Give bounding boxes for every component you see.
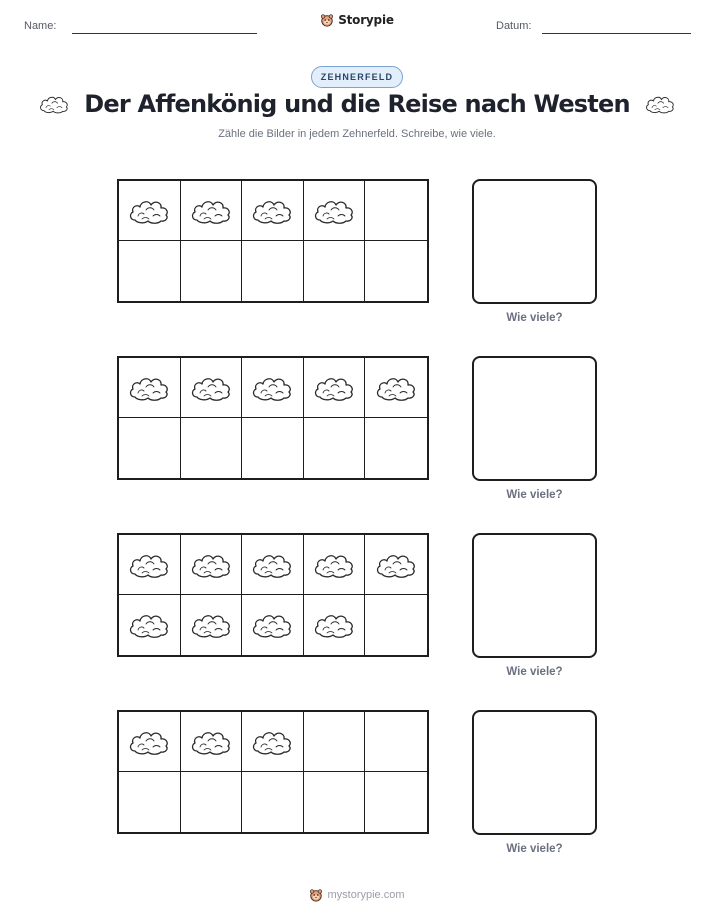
cloud-icon <box>312 195 356 227</box>
cloud-icon <box>189 549 233 581</box>
ten-frame-cell <box>242 358 304 418</box>
footer-url: mystorypie.com <box>327 889 405 901</box>
instructions: Zähle die Bilder in jedem Zehnerfeld. Schreibe, wie viele. <box>218 128 496 140</box>
ten-frame-cell <box>181 595 243 655</box>
storypie-mascot-icon <box>320 13 334 27</box>
cloud-icon <box>250 195 294 227</box>
ten-frame-cell <box>119 712 181 772</box>
ten-frame-cell <box>119 772 181 832</box>
cloud-icon <box>250 609 294 641</box>
ten-frame-cell <box>365 595 427 655</box>
how-many-label: Wie viele? <box>506 312 563 324</box>
ten-frame-cell <box>365 241 427 301</box>
ten-frame-cell <box>304 418 366 478</box>
ten-frame-cell <box>242 595 304 655</box>
ten-frame-cell <box>242 241 304 301</box>
ten-frame-cell <box>242 418 304 478</box>
title-row <box>0 90 714 118</box>
cloud-icon <box>127 372 171 404</box>
brand-name: Storypie <box>338 13 394 27</box>
answer-box[interactable] <box>472 710 597 835</box>
cloud-icon <box>374 549 418 581</box>
brand-logo <box>0 13 714 32</box>
cloud-icon <box>189 372 233 404</box>
cloud-icon <box>189 726 233 758</box>
page-title: Der Affenkönig und die Reise nach Westen <box>84 90 630 118</box>
cloud-icon <box>127 726 171 758</box>
date-label: Datum: <box>496 20 532 32</box>
ten-frame-cell <box>242 535 304 595</box>
ten-frame-cell <box>365 772 427 832</box>
cloud-icon <box>38 92 70 116</box>
storypie-mascot-icon <box>309 888 323 902</box>
ten-frame-cell <box>365 712 427 772</box>
how-many-label: Wie viele? <box>506 489 563 501</box>
ten-frame-cell <box>365 358 427 418</box>
name-line[interactable] <box>72 33 257 34</box>
ten-frame-cell <box>119 535 181 595</box>
ten-frame-cell <box>119 418 181 478</box>
cloud-icon <box>374 372 418 404</box>
ten-frame-cell <box>365 418 427 478</box>
ten-frame-cell <box>181 358 243 418</box>
worksheet-type-badge: ZEHNERFELD <box>311 66 404 88</box>
answer-box[interactable] <box>472 356 597 481</box>
cloud-icon <box>127 609 171 641</box>
ten-frame-cell <box>181 535 243 595</box>
date-line[interactable] <box>542 33 691 34</box>
ten-frame-cell <box>304 241 366 301</box>
ten-frame-cell <box>119 181 181 241</box>
ten-frame-cell <box>119 358 181 418</box>
cloud-icon <box>189 609 233 641</box>
ten-frame <box>117 179 429 303</box>
ten-frame-cell <box>304 595 366 655</box>
ten-frame-cell <box>365 181 427 241</box>
cloud-icon <box>312 549 356 581</box>
ten-frame-cell <box>304 181 366 241</box>
ten-frame-cell <box>304 772 366 832</box>
ten-frame <box>117 710 429 834</box>
answer-box[interactable] <box>472 533 597 658</box>
ten-frame-cell <box>242 712 304 772</box>
cloud-icon <box>250 372 294 404</box>
cloud-icon <box>312 609 356 641</box>
cloud-icon <box>127 549 171 581</box>
cloud-icon <box>189 195 233 227</box>
cloud-icon <box>312 372 356 404</box>
ten-frame-cell <box>304 535 366 595</box>
ten-frame-cell <box>365 535 427 595</box>
answer-box[interactable] <box>472 179 597 304</box>
ten-frame-cell <box>181 418 243 478</box>
how-many-label: Wie viele? <box>506 843 563 855</box>
ten-frame-cell <box>119 595 181 655</box>
ten-frame-cell <box>181 181 243 241</box>
footer <box>0 888 714 907</box>
ten-frame-cell <box>181 772 243 832</box>
ten-frame <box>117 356 429 480</box>
ten-frame-cell <box>304 358 366 418</box>
cloud-icon <box>127 195 171 227</box>
ten-frame-cell <box>181 712 243 772</box>
name-label: Name: <box>24 20 57 32</box>
how-many-label: Wie viele? <box>506 666 563 678</box>
ten-frame-cell <box>119 241 181 301</box>
ten-frame-cell <box>304 712 366 772</box>
ten-frame-cell <box>181 241 243 301</box>
cloud-icon <box>644 92 676 116</box>
cloud-icon <box>250 726 294 758</box>
ten-frame-cell <box>242 772 304 832</box>
ten-frame <box>117 533 429 657</box>
cloud-icon <box>250 549 294 581</box>
ten-frame-cell <box>242 181 304 241</box>
